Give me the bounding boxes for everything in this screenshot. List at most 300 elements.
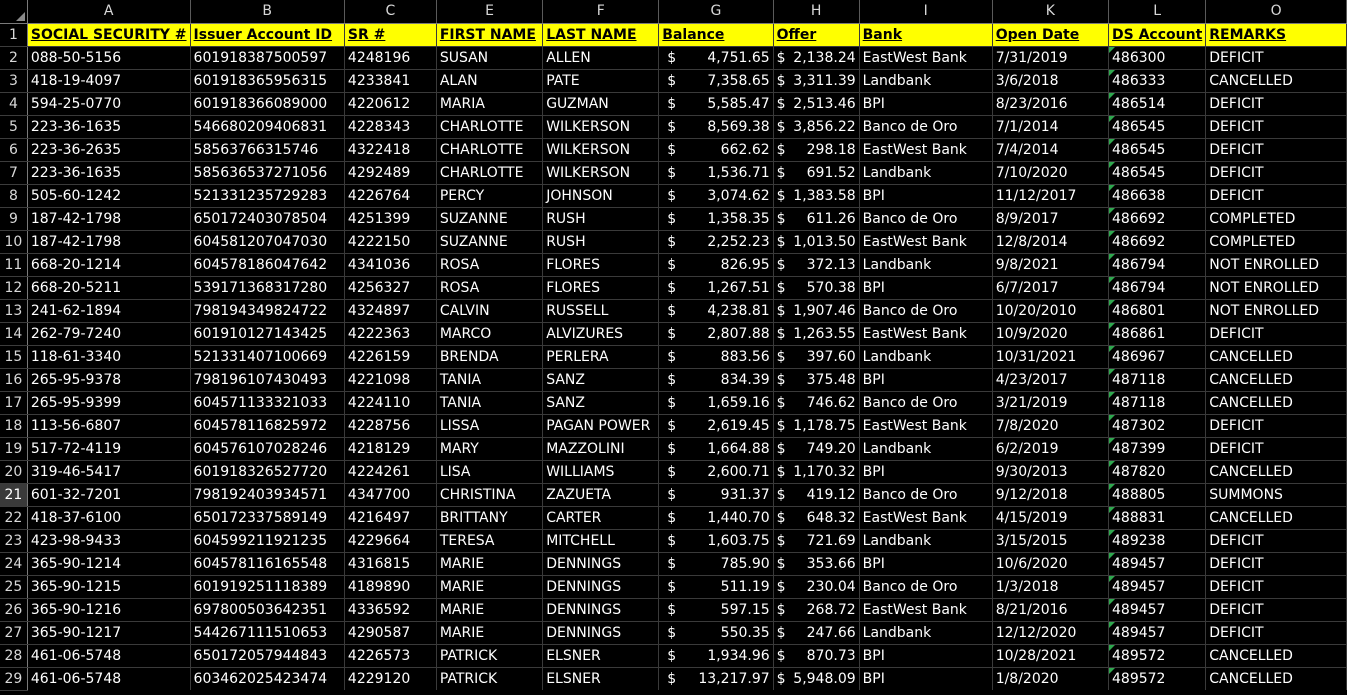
cell-remarks[interactable]: SUMMONS [1206, 483, 1347, 506]
cell-sr[interactable]: 4226159 [344, 345, 436, 368]
cell-open-date[interactable]: 10/31/2021 [992, 345, 1108, 368]
cell-last-name[interactable]: ZAZUETA [543, 483, 659, 506]
cell-remarks[interactable]: DEFICIT [1206, 552, 1347, 575]
cell-remarks[interactable]: COMPLETED [1206, 207, 1347, 230]
cell-remarks[interactable]: DEFICIT [1206, 437, 1347, 460]
cell-last-name[interactable]: JOHNSON [543, 184, 659, 207]
cell-balance[interactable] [659, 276, 773, 299]
cell-ds-account[interactable]: 487118 [1109, 368, 1206, 391]
cell-first-name[interactable]: SUZANNE [436, 230, 542, 253]
cell-sr[interactable]: 4290587 [344, 621, 436, 644]
cell-open-date[interactable]: 7/1/2014 [992, 115, 1108, 138]
row-header[interactable]: 6 [0, 138, 27, 161]
cell-last-name[interactable]: DENNINGS [543, 621, 659, 644]
cell-ssn[interactable]: 223-36-1635 [27, 115, 190, 138]
cell-remarks[interactable]: DEFICIT [1206, 184, 1347, 207]
cell-open-date[interactable]: 9/12/2018 [992, 483, 1108, 506]
cell-ssn[interactable]: 668-20-5211 [27, 276, 190, 299]
cell-first-name[interactable]: PATRICK [436, 644, 542, 667]
cell-open-date[interactable]: 6/2/2019 [992, 437, 1108, 460]
cell-sr[interactable]: 4292489 [344, 161, 436, 184]
cell-bank[interactable]: BPI [859, 460, 992, 483]
cell-last-name[interactable]: DENNINGS [543, 598, 659, 621]
cell-offer[interactable] [773, 322, 859, 345]
cell-offer[interactable] [773, 667, 859, 690]
cell-bank[interactable]: EastWest Bank [859, 322, 992, 345]
cell-offer[interactable] [773, 253, 859, 276]
cell-ds-account[interactable]: 487399 [1109, 437, 1206, 460]
cell-last-name[interactable]: ELSNER [543, 667, 659, 690]
cell-remarks[interactable]: DEFICIT [1206, 322, 1347, 345]
cell-ssn[interactable]: 265-95-9399 [27, 391, 190, 414]
cell-balance[interactable] [659, 138, 773, 161]
cell-balance[interactable] [659, 529, 773, 552]
cell-balance[interactable] [659, 92, 773, 115]
cell-first-name[interactable]: LISA [436, 460, 542, 483]
cell-last-name[interactable]: WILLIAMS [543, 460, 659, 483]
cell-last-name[interactable]: ALVIZURES [543, 322, 659, 345]
cell-ds-account[interactable]: 489457 [1109, 621, 1206, 644]
header-cell-sr[interactable]: SR # [344, 23, 436, 46]
cell-last-name[interactable]: RUSSELL [543, 299, 659, 322]
column-header-a[interactable]: A [27, 0, 190, 23]
cell-offer[interactable] [773, 92, 859, 115]
cell-last-name[interactable]: DENNINGS [543, 552, 659, 575]
header-cell-bank[interactable]: Bank [859, 23, 992, 46]
cell-bank[interactable]: BPI [859, 92, 992, 115]
cell-remarks[interactable]: DEFICIT [1206, 161, 1347, 184]
cell-open-date[interactable]: 10/20/2010 [992, 299, 1108, 322]
cell-last-name[interactable]: PERLERA [543, 345, 659, 368]
cell-open-date[interactable]: 1/8/2020 [992, 667, 1108, 690]
cell-ds-account[interactable]: 488831 [1109, 506, 1206, 529]
cell-open-date[interactable]: 4/23/2017 [992, 368, 1108, 391]
column-header-e[interactable]: E [436, 0, 542, 23]
cell-open-date[interactable]: 8/21/2016 [992, 598, 1108, 621]
cell-first-name[interactable]: MARIA [436, 92, 542, 115]
column-header-o[interactable]: O [1206, 0, 1347, 23]
cell-bank[interactable]: Landbank [859, 69, 992, 92]
cell-issuer-account-id[interactable]: 604599211921235 [190, 529, 344, 552]
cell-ds-account[interactable]: 486861 [1109, 322, 1206, 345]
cell-bank[interactable]: EastWest Bank [859, 506, 992, 529]
cell-open-date[interactable]: 10/28/2021 [992, 644, 1108, 667]
cell-offer[interactable] [773, 368, 859, 391]
cell-ssn[interactable]: 223-36-2635 [27, 138, 190, 161]
cell-bank[interactable]: BPI [859, 667, 992, 690]
cell-balance[interactable] [659, 575, 773, 598]
cell-balance[interactable] [659, 115, 773, 138]
cell-issuer-account-id[interactable]: 601918326527720 [190, 460, 344, 483]
cell-bank[interactable]: EastWest Bank [859, 230, 992, 253]
cell-remarks[interactable]: CANCELLED [1206, 644, 1347, 667]
cell-sr[interactable]: 4251399 [344, 207, 436, 230]
cell-first-name[interactable]: BRENDA [436, 345, 542, 368]
cell-remarks[interactable]: DEFICIT [1206, 115, 1347, 138]
cell-first-name[interactable]: CALVIN [436, 299, 542, 322]
cell-ds-account[interactable]: 487302 [1109, 414, 1206, 437]
cell-issuer-account-id[interactable]: 521331235729283 [190, 184, 344, 207]
cell-balance[interactable] [659, 230, 773, 253]
column-header-i[interactable]: I [859, 0, 992, 23]
cell-ds-account[interactable]: 486794 [1109, 276, 1206, 299]
cell-open-date[interactable]: 4/15/2019 [992, 506, 1108, 529]
cell-sr[interactable]: 4228343 [344, 115, 436, 138]
cell-sr[interactable]: 4347700 [344, 483, 436, 506]
row-header[interactable]: 10 [0, 230, 27, 253]
cell-sr[interactable]: 4226573 [344, 644, 436, 667]
cell-open-date[interactable]: 7/4/2014 [992, 138, 1108, 161]
cell-issuer-account-id[interactable]: 798192403934571 [190, 483, 344, 506]
cell-bank[interactable]: Banco de Oro [859, 299, 992, 322]
cell-last-name[interactable]: SANZ [543, 368, 659, 391]
cell-remarks[interactable]: DEFICIT [1206, 621, 1347, 644]
cell-bank[interactable]: Landbank [859, 345, 992, 368]
cell-issuer-account-id[interactable]: 650172057944843 [190, 644, 344, 667]
cell-open-date[interactable]: 3/15/2015 [992, 529, 1108, 552]
cell-last-name[interactable]: FLORES [543, 276, 659, 299]
cell-sr[interactable]: 4324897 [344, 299, 436, 322]
cell-bank[interactable]: Landbank [859, 161, 992, 184]
header-cell-last-name[interactable]: LAST NAME [543, 23, 659, 46]
cell-issuer-account-id[interactable]: 650172337589149 [190, 506, 344, 529]
row-header[interactable]: 4 [0, 92, 27, 115]
cell-open-date[interactable]: 9/30/2013 [992, 460, 1108, 483]
cell-last-name[interactable]: DENNINGS [543, 575, 659, 598]
cell-sr[interactable]: 4224110 [344, 391, 436, 414]
cell-ds-account[interactable]: 488805 [1109, 483, 1206, 506]
cell-ds-account[interactable]: 486967 [1109, 345, 1206, 368]
cell-last-name[interactable]: ALLEN [543, 46, 659, 69]
cell-first-name[interactable]: TANIA [436, 391, 542, 414]
cell-first-name[interactable]: ROSA [436, 276, 542, 299]
cell-sr[interactable]: 4216497 [344, 506, 436, 529]
cell-last-name[interactable]: WILKERSON [543, 115, 659, 138]
cell-balance[interactable] [659, 598, 773, 621]
row-header[interactable]: 17 [0, 391, 27, 414]
cell-issuer-account-id[interactable]: 521331407100669 [190, 345, 344, 368]
cell-offer[interactable] [773, 552, 859, 575]
cell-offer[interactable] [773, 345, 859, 368]
row-header[interactable]: 1 [0, 23, 27, 46]
row-header[interactable]: 8 [0, 184, 27, 207]
cell-offer[interactable] [773, 483, 859, 506]
cell-first-name[interactable]: ROSA [436, 253, 542, 276]
cell-open-date[interactable]: 9/8/2021 [992, 253, 1108, 276]
cell-remarks[interactable]: CANCELLED [1206, 368, 1347, 391]
cell-remarks[interactable]: DEFICIT [1206, 598, 1347, 621]
cell-last-name[interactable]: SANZ [543, 391, 659, 414]
cell-offer[interactable] [773, 69, 859, 92]
cell-ds-account[interactable]: 486794 [1109, 253, 1206, 276]
cell-ds-account[interactable]: 487118 [1109, 391, 1206, 414]
row-header[interactable]: 20 [0, 460, 27, 483]
cell-remarks[interactable]: NOT ENROLLED [1206, 299, 1347, 322]
cell-ssn[interactable]: 423-98-9433 [27, 529, 190, 552]
cell-balance[interactable] [659, 253, 773, 276]
cell-bank[interactable]: EastWest Bank [859, 46, 992, 69]
cell-ssn[interactable]: 319-46-5417 [27, 460, 190, 483]
row-header[interactable]: 16 [0, 368, 27, 391]
cell-last-name[interactable]: CARTER [543, 506, 659, 529]
cell-sr[interactable]: 4218129 [344, 437, 436, 460]
cell-ssn[interactable]: 187-42-1798 [27, 207, 190, 230]
cell-issuer-account-id[interactable]: 604578116825972 [190, 414, 344, 437]
cell-bank[interactable]: EastWest Bank [859, 598, 992, 621]
row-header[interactable]: 11 [0, 253, 27, 276]
cell-sr[interactable]: 4229120 [344, 667, 436, 690]
cell-issuer-account-id[interactable]: 585636537271056 [190, 161, 344, 184]
header-cell-open-date[interactable]: Open Date [992, 23, 1108, 46]
cell-issuer-account-id[interactable]: 604576107028246 [190, 437, 344, 460]
cell-ds-account[interactable]: 489457 [1109, 575, 1206, 598]
column-header-g[interactable]: G [659, 0, 773, 23]
cell-offer[interactable] [773, 391, 859, 414]
cell-open-date[interactable]: 7/10/2020 [992, 161, 1108, 184]
cell-balance[interactable] [659, 368, 773, 391]
cell-remarks[interactable]: DEFICIT [1206, 92, 1347, 115]
cell-ds-account[interactable]: 489457 [1109, 552, 1206, 575]
cell-sr[interactable]: 4220612 [344, 92, 436, 115]
cell-balance[interactable] [659, 161, 773, 184]
cell-remarks[interactable]: CANCELLED [1206, 69, 1347, 92]
cell-sr[interactable]: 4336592 [344, 598, 436, 621]
header-cell-offer[interactable]: Offer [773, 23, 859, 46]
cell-offer[interactable] [773, 414, 859, 437]
cell-offer[interactable] [773, 230, 859, 253]
cell-sr[interactable]: 4316815 [344, 552, 436, 575]
row-header[interactable]: 7 [0, 161, 27, 184]
cell-balance[interactable] [659, 345, 773, 368]
cell-ds-account[interactable]: 489572 [1109, 667, 1206, 690]
cell-open-date[interactable]: 10/9/2020 [992, 322, 1108, 345]
cell-offer[interactable] [773, 598, 859, 621]
cell-offer[interactable] [773, 276, 859, 299]
cell-remarks[interactable]: NOT ENROLLED [1206, 253, 1347, 276]
row-header[interactable]: 26 [0, 598, 27, 621]
cell-balance[interactable] [659, 483, 773, 506]
cell-balance[interactable] [659, 437, 773, 460]
cell-bank[interactable]: Banco de Oro [859, 483, 992, 506]
header-cell-issuer-account-id[interactable]: Issuer Account ID [190, 23, 344, 46]
column-header-f[interactable]: F [543, 0, 659, 23]
cell-remarks[interactable]: DEFICIT [1206, 414, 1347, 437]
cell-remarks[interactable]: CANCELLED [1206, 506, 1347, 529]
header-cell-ssn[interactable]: SOCIAL SECURITY # [27, 23, 190, 46]
cell-ssn[interactable]: 365-90-1214 [27, 552, 190, 575]
cell-issuer-account-id[interactable]: 604578186047642 [190, 253, 344, 276]
cell-offer[interactable] [773, 644, 859, 667]
cell-balance[interactable] [659, 322, 773, 345]
cell-issuer-account-id[interactable]: 58563766315746 [190, 138, 344, 161]
header-cell-remarks[interactable]: REMARKS [1206, 23, 1347, 46]
row-header[interactable]: 14 [0, 322, 27, 345]
cell-ds-account[interactable]: 486545 [1109, 138, 1206, 161]
row-header[interactable]: 22 [0, 506, 27, 529]
cell-issuer-account-id[interactable]: 798194349824722 [190, 299, 344, 322]
cell-last-name[interactable]: WILKERSON [543, 161, 659, 184]
cell-sr[interactable]: 4226764 [344, 184, 436, 207]
cell-offer[interactable] [773, 207, 859, 230]
cell-offer[interactable] [773, 575, 859, 598]
cell-balance[interactable] [659, 207, 773, 230]
cell-balance[interactable] [659, 184, 773, 207]
cell-ssn[interactable]: 418-37-6100 [27, 506, 190, 529]
cell-remarks[interactable]: DEFICIT [1206, 529, 1347, 552]
cell-first-name[interactable]: MARY [436, 437, 542, 460]
cell-open-date[interactable]: 7/8/2020 [992, 414, 1108, 437]
cell-last-name[interactable]: PAGAN POWER [543, 414, 659, 437]
cell-ssn[interactable]: 118-61-3340 [27, 345, 190, 368]
cell-open-date[interactable]: 7/31/2019 [992, 46, 1108, 69]
cell-open-date[interactable]: 3/6/2018 [992, 69, 1108, 92]
row-header[interactable]: 24 [0, 552, 27, 575]
row-header[interactable]: 23 [0, 529, 27, 552]
cell-first-name[interactable]: TANIA [436, 368, 542, 391]
cell-last-name[interactable]: RUSH [543, 207, 659, 230]
cell-ds-account[interactable]: 486333 [1109, 69, 1206, 92]
cell-remarks[interactable]: CANCELLED [1206, 391, 1347, 414]
cell-bank[interactable]: Landbank [859, 253, 992, 276]
cell-first-name[interactable]: LISSA [436, 414, 542, 437]
cell-sr[interactable]: 4256327 [344, 276, 436, 299]
cell-offer[interactable] [773, 529, 859, 552]
cell-sr[interactable]: 4322418 [344, 138, 436, 161]
cell-sr[interactable]: 4222150 [344, 230, 436, 253]
cell-bank[interactable]: Landbank [859, 437, 992, 460]
cell-bank[interactable]: BPI [859, 368, 992, 391]
row-header[interactable]: 28 [0, 644, 27, 667]
row-header[interactable]: 13 [0, 299, 27, 322]
cell-first-name[interactable]: BRITTANY [436, 506, 542, 529]
cell-issuer-account-id[interactable]: 798196107430493 [190, 368, 344, 391]
cell-first-name[interactable]: MARIE [436, 552, 542, 575]
header-cell-ds-account[interactable]: DS Account [1109, 23, 1206, 46]
cell-open-date[interactable]: 6/7/2017 [992, 276, 1108, 299]
cell-offer[interactable] [773, 299, 859, 322]
cell-open-date[interactable]: 1/3/2018 [992, 575, 1108, 598]
cell-ds-account[interactable]: 486514 [1109, 92, 1206, 115]
cell-first-name[interactable]: CHARLOTTE [436, 115, 542, 138]
cell-bank[interactable]: Landbank [859, 621, 992, 644]
cell-sr[interactable]: 4248196 [344, 46, 436, 69]
cell-last-name[interactable]: PATE [543, 69, 659, 92]
cell-ssn[interactable]: 418-19-4097 [27, 69, 190, 92]
cell-open-date[interactable]: 8/23/2016 [992, 92, 1108, 115]
column-header-h[interactable]: H [773, 0, 859, 23]
cell-issuer-account-id[interactable]: 601910127143425 [190, 322, 344, 345]
cell-ssn[interactable]: 517-72-4119 [27, 437, 190, 460]
row-header[interactable]: 29 [0, 667, 27, 690]
cell-ds-account[interactable]: 486300 [1109, 46, 1206, 69]
cell-sr[interactable]: 4229664 [344, 529, 436, 552]
cell-ssn[interactable]: 088-50-5156 [27, 46, 190, 69]
row-header[interactable]: 5 [0, 115, 27, 138]
cell-balance[interactable] [659, 414, 773, 437]
cell-ssn[interactable]: 262-79-7240 [27, 322, 190, 345]
row-header[interactable]: 21 [0, 483, 27, 506]
column-header-l[interactable]: L [1109, 0, 1206, 23]
cell-open-date[interactable]: 10/6/2020 [992, 552, 1108, 575]
header-cell-balance[interactable]: Balance [659, 23, 773, 46]
cell-issuer-account-id[interactable]: 544267111510653 [190, 621, 344, 644]
cell-offer[interactable] [773, 506, 859, 529]
cell-offer[interactable] [773, 138, 859, 161]
cell-open-date[interactable]: 12/12/2020 [992, 621, 1108, 644]
cell-ssn[interactable]: 223-36-1635 [27, 161, 190, 184]
cell-first-name[interactable]: MARIE [436, 621, 542, 644]
cell-ssn[interactable]: 601-32-7201 [27, 483, 190, 506]
cell-ds-account[interactable]: 486692 [1109, 207, 1206, 230]
cell-sr[interactable]: 4228756 [344, 414, 436, 437]
cell-first-name[interactable]: SUSAN [436, 46, 542, 69]
cell-last-name[interactable]: GUZMAN [543, 92, 659, 115]
column-header-k[interactable]: K [992, 0, 1108, 23]
cell-balance[interactable] [659, 644, 773, 667]
cell-bank[interactable]: BPI [859, 184, 992, 207]
cell-offer[interactable] [773, 437, 859, 460]
cell-remarks[interactable]: NOT ENROLLED [1206, 276, 1347, 299]
cell-first-name[interactable]: PATRICK [436, 667, 542, 690]
cell-ssn[interactable]: 461-06-5748 [27, 667, 190, 690]
cell-last-name[interactable]: RUSH [543, 230, 659, 253]
column-header-b[interactable]: B [190, 0, 344, 23]
cell-balance[interactable] [659, 69, 773, 92]
cell-issuer-account-id[interactable]: 650172403078504 [190, 207, 344, 230]
cell-remarks[interactable]: CANCELLED [1206, 460, 1347, 483]
cell-ssn[interactable]: 365-90-1216 [27, 598, 190, 621]
cell-first-name[interactable]: MARCO [436, 322, 542, 345]
cell-issuer-account-id[interactable]: 601918365956315 [190, 69, 344, 92]
cell-balance[interactable] [659, 667, 773, 690]
cell-remarks[interactable]: COMPLETED [1206, 230, 1347, 253]
cell-bank[interactable]: Landbank [859, 529, 992, 552]
header-cell-first-name[interactable]: FIRST NAME [436, 23, 542, 46]
cell-sr[interactable]: 4233841 [344, 69, 436, 92]
cell-balance[interactable] [659, 299, 773, 322]
cell-balance[interactable] [659, 460, 773, 483]
select-all-corner[interactable] [0, 0, 27, 23]
cell-bank[interactable]: Banco de Oro [859, 575, 992, 598]
cell-bank[interactable]: EastWest Bank [859, 414, 992, 437]
cell-ds-account[interactable]: 486692 [1109, 230, 1206, 253]
cell-first-name[interactable]: ALAN [436, 69, 542, 92]
cell-ssn[interactable]: 594-25-0770 [27, 92, 190, 115]
cell-ds-account[interactable]: 486801 [1109, 299, 1206, 322]
cell-bank[interactable]: EastWest Bank [859, 138, 992, 161]
cell-offer[interactable] [773, 161, 859, 184]
cell-offer[interactable] [773, 184, 859, 207]
row-header[interactable]: 18 [0, 414, 27, 437]
cell-ds-account[interactable]: 489457 [1109, 598, 1206, 621]
column-header-c[interactable]: C [344, 0, 436, 23]
cell-last-name[interactable]: FLORES [543, 253, 659, 276]
cell-ssn[interactable]: 265-95-9378 [27, 368, 190, 391]
cell-ds-account[interactable]: 486545 [1109, 115, 1206, 138]
cell-ssn[interactable]: 505-60-1242 [27, 184, 190, 207]
cell-issuer-account-id[interactable]: 539171368317280 [190, 276, 344, 299]
cell-last-name[interactable]: ELSNER [543, 644, 659, 667]
cell-ssn[interactable]: 668-20-1214 [27, 253, 190, 276]
cell-bank[interactable]: Banco de Oro [859, 115, 992, 138]
cell-first-name[interactable]: MARIE [436, 575, 542, 598]
cell-balance[interactable] [659, 46, 773, 69]
cell-ds-account[interactable]: 486545 [1109, 161, 1206, 184]
cell-sr[interactable]: 4222363 [344, 322, 436, 345]
cell-open-date[interactable]: 12/8/2014 [992, 230, 1108, 253]
cell-ssn[interactable]: 113-56-6807 [27, 414, 190, 437]
row-header[interactable]: 3 [0, 69, 27, 92]
